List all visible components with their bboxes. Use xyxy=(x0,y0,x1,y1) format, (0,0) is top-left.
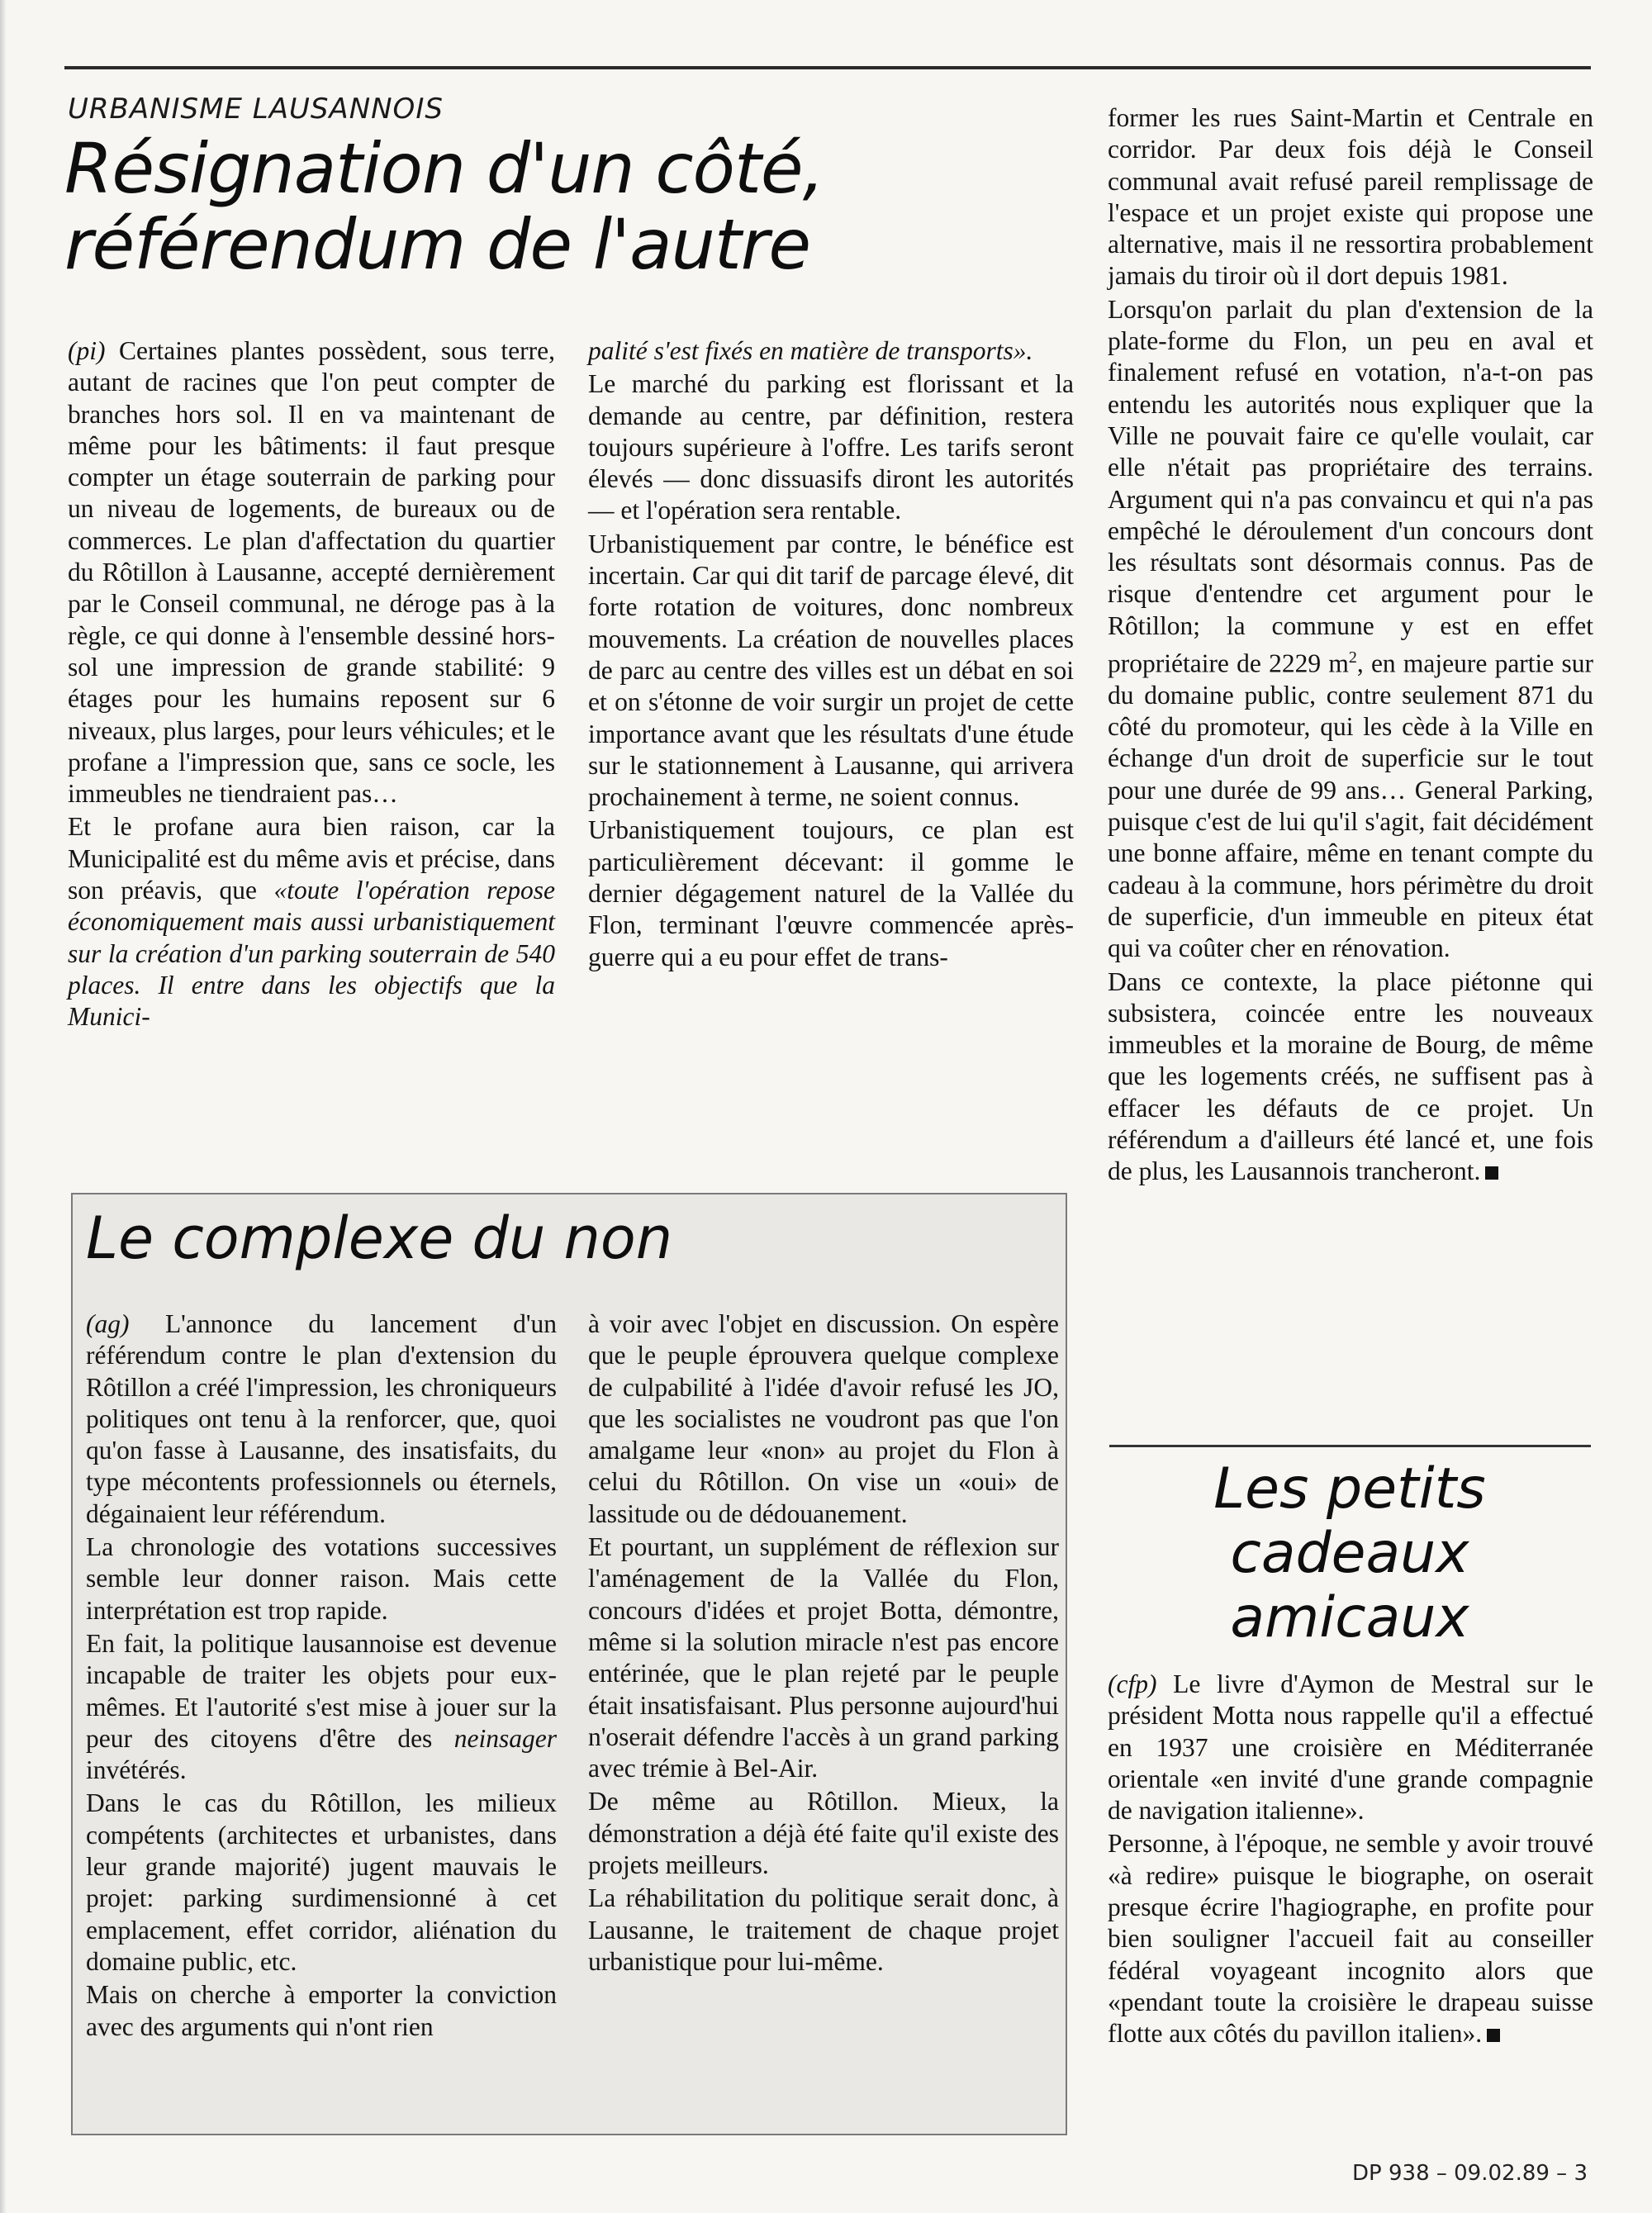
quote-text: «toute l'opération repose économiquement mais aussi urbanistiquement sur la création d'un parking souterrain de 540 places. Il entre dans les objectifs que la Munici- xyxy=(68,876,556,1032)
side-column xyxy=(1108,1669,1593,2050)
article-paragraph: La réhabilitation du politique serait donc, à Lausanne, le traitement de chaque projet urbanistique pour lui-même. xyxy=(588,1883,1059,1976)
author-initials: (pi) xyxy=(68,336,106,365)
article-paragraph: Mais on cherche à emporter la conviction avec des arguments qui n'ont rien xyxy=(86,1980,557,2041)
article-paragraph: à voir avec l'objet en discussion. On espère que le peuple éprouvera quelque complexe de culpabilité à l'idée d'avoir refusé les JO, que les socialistes ne voudront pas que l'on amalgame leur «non» au projet du Flon à celui du Rôtillon. On vise un «oui» de lassitude ou de dédouanement. xyxy=(588,1309,1059,1528)
section-kicker: URBANISME LAUSANNOIS xyxy=(68,93,444,126)
article-paragraph: former les rues Saint-Martin et Centrale en corridor. Par deux fois déjà le Conseil communal avait refusé pareil remplissage de l'espace et un projet existe qui propose une alternative, mais il ne ressortira probablement jamais du tiroir où il dort depuis 1981. xyxy=(1108,103,1593,291)
article-column-1 xyxy=(68,335,555,1033)
paragraph-text: Certaines plantes possèdent, sous terre, autant de racines que l'on peut compter de branches hors sol. Il en va maintenant de même pour les bâtiments: il faut presque compter un étage souterrain de parking pour un niveau de logements, de bureaux ou de commerces. Le plan d'affectation du quartier du Rôtillon à Lausanne, accepté dernièrement par le Conseil communal, ne déroge pas à la règle, ce qui donne à l'ensemble dessiné hors-sol une impression de grande stabilité: 9 étages pour les humains reposent sur 6 niveaux, plus larges, pour leurs véhicules; et le profane a l'impression que, sans ce socle, les immeubles ne tiendraient pas… xyxy=(68,336,555,809)
superscript: 2 xyxy=(1348,648,1357,667)
article-paragraph xyxy=(68,811,555,1033)
side-headline xyxy=(1110,1457,1589,1650)
paragraph-text: invétérés. xyxy=(86,1755,187,1785)
article-paragraph: Urbanistiquement par contre, le bénéfice est incertain. Car qui dit tarif de parcage élevé, dit forte rotation de voitures, donc nombreux mouvements. La création de nouvelles places de parc au centre des villes est un débat en soi et on s'étonne de voir surgir un projet de cette importance avant que les résultats d'une étude sur le stationnement à Lausanne, qui arrivera prochainement à terme, ne soient connus. xyxy=(588,529,1074,812)
article-paragraph: Le marché du parking est florissant et la demande au centre, par définition, restera toujours supérieure à l'offre. Les tarifs seront élevés — donc dissuasifs diront les autorités — et l'opération sera rentable. xyxy=(588,369,1074,525)
paragraph-text: En fait, la politique lausannoise est devenue incapable de traiter les objets pour eux-mêmes. Et l'autorité s'est mise à jouer sur la peur des citoyens d'être des xyxy=(86,1628,557,1753)
article-paragraph: La chronologie des votations successives semble leur donner raison. Mais cette interprétation est trop rapide. xyxy=(86,1532,557,1625)
article-column-2 xyxy=(588,335,1074,973)
end-mark xyxy=(1485,1166,1498,1180)
article-paragraph xyxy=(86,1308,557,1530)
main-headline xyxy=(64,128,1072,285)
article-paragraph xyxy=(1108,966,1593,1188)
side-headline-line: Les petits xyxy=(1213,1456,1486,1522)
paragraph-text: Et le profane aura bien raison, car la Municipalité est du même avis et précise, dans son préavis, que xyxy=(68,812,555,905)
side-headline-line: amicaux xyxy=(1230,1585,1469,1650)
headline-line-2: référendum de l'autre xyxy=(64,204,810,285)
article-paragraph: Dans le cas du Rôtillon, les milieux compétents (architectes et urbanistes, dans leur grande majorité) jugent mauvais le projet: parking surdimensionné à cet emplacement, effet corridor, aliénation du domaine public, etc. xyxy=(86,1788,557,1976)
article-paragraph xyxy=(1108,1669,1593,1826)
page-footer: DP 938 – 09.02.89 – 3 xyxy=(1352,2161,1588,2186)
emphasis-text: neinsager xyxy=(453,1723,558,1753)
author-initials: (ag) xyxy=(86,1309,130,1338)
paragraph-text: , en majeure partie sur du domaine public, contre seulement 871 du côté du promoteur, qui les cède à la Ville en échange d'un droit de superficie sur le tout pour une durée de 99 ans… General Parking, puisque c'est de lui qu'il s'agit, fait décidément une bonne affaire, même en tenant compte du cadeau à la commune, hors périmètre du droit de superficie, d'un immeuble en piteux état qui va coûter cher en rénovation. xyxy=(1108,648,1594,963)
article-paragraph: De même au Rôtillon. Mieux, la démonstration a déjà été faite qu'il existe des projets meilleurs. xyxy=(588,1787,1059,1880)
box-column-1 xyxy=(86,1308,557,2043)
box-column-2 xyxy=(588,1308,1059,1978)
paragraph-text: Dans ce contexte, la place piétonne qui subsistera, coincée entre les nouveaux immeubles et la moraine de Bourg, de même que les logements créés, ne suffisent pas à effacer les défauts de ce projet. Un référendum a d'ailleurs été lancé et, une fois de plus, les Lausannois trancheront. xyxy=(1108,966,1593,1186)
article-paragraph: Urbanistiquement toujours, ce plan est particulièrement décevant: il gomme le dernier dégagement naturel de la Vallée du Flon, terminant l'œuvre commencée après-guerre qui a eu pour effet de trans- xyxy=(588,815,1074,971)
section-divider xyxy=(1109,1445,1591,1447)
top-rule xyxy=(64,66,1591,69)
side-headline-line: cadeaux xyxy=(1230,1521,1469,1586)
article-paragraph xyxy=(1108,294,1593,965)
article-paragraph xyxy=(86,1628,557,1786)
box-headline: Le complexe du non xyxy=(86,1204,673,1272)
article-column-3 xyxy=(1108,102,1593,1188)
paragraph-text: Le livre d'Aymon de Mestral sur le président Motta nous rappelle qu'il a effectué en 1937 une croisière en Méditerranée orientale «en invité d'une grande compagnie de navigation italienne». xyxy=(1108,1669,1593,1826)
paragraph-text: L'annonce du lancement d'un référendum contre le plan d'extension du Rôtillon a créé l'impression, les chroniqueurs politiques ont tenu à la renforcer, que, quoi qu'on fasse à Lausanne, des insatisfaits, du type mécontents professionnels ou éternels, dégainaient leur référendum. xyxy=(86,1309,558,1528)
page-edge-shadow xyxy=(0,0,7,2213)
article-paragraph xyxy=(68,335,555,810)
end-mark xyxy=(1487,2029,1500,2042)
paragraph-text: Personne, à l'époque, ne semble y avoir trouvé «à redire» puisque le biographe, on oserait presque écrire l'hagiographe, en profite pour bien souligner l'accueil fait au conseiller fédéral voyageant incognito alors que «pendant toute la croisière le drapeau suisse flotte aux côtés du pavillon italien». xyxy=(1108,1829,1593,2049)
quote-text: palité s'est fixés en matière de transports». xyxy=(588,336,1033,365)
paragraph-text: Lorsqu'on parlait du plan d'extension de la plate-forme du Flon, un peu en aval et finalement refusé en votation, n'a-t-on pas entendu les autorités nous expliquer que la Ville ne pouvait faire ce qu'elle voulait, car elle n'était pas propriétaire des terrains. Argument qui n'a pas convaincu et qui n'a pas empêché le déroulement d'un concours dont les résultats sont désormais connus. Pas de risque d'entendre cet argument pour le Rôtillon; la commune y est en effet propriétaire de 2229 m xyxy=(1108,294,1593,678)
headline-line-1: Résignation d'un côté, xyxy=(64,128,824,209)
article-paragraph xyxy=(1108,1828,1593,2049)
article-paragraph: Et pourtant, un supplément de réflexion sur l'aménagement de la Vallée du Flon, concours d'idées et projet Botta, démontre, même si la solution miracle n'est pas encore entérinée, que le plan rejeté par le peuple était insatisfaisant. Plus personne aujourd'hui n'oserait défendre l'accès à un grand parking avec trémie à Bel-Air. xyxy=(588,1532,1059,1783)
author-initials: (cfp) xyxy=(1108,1669,1157,1698)
